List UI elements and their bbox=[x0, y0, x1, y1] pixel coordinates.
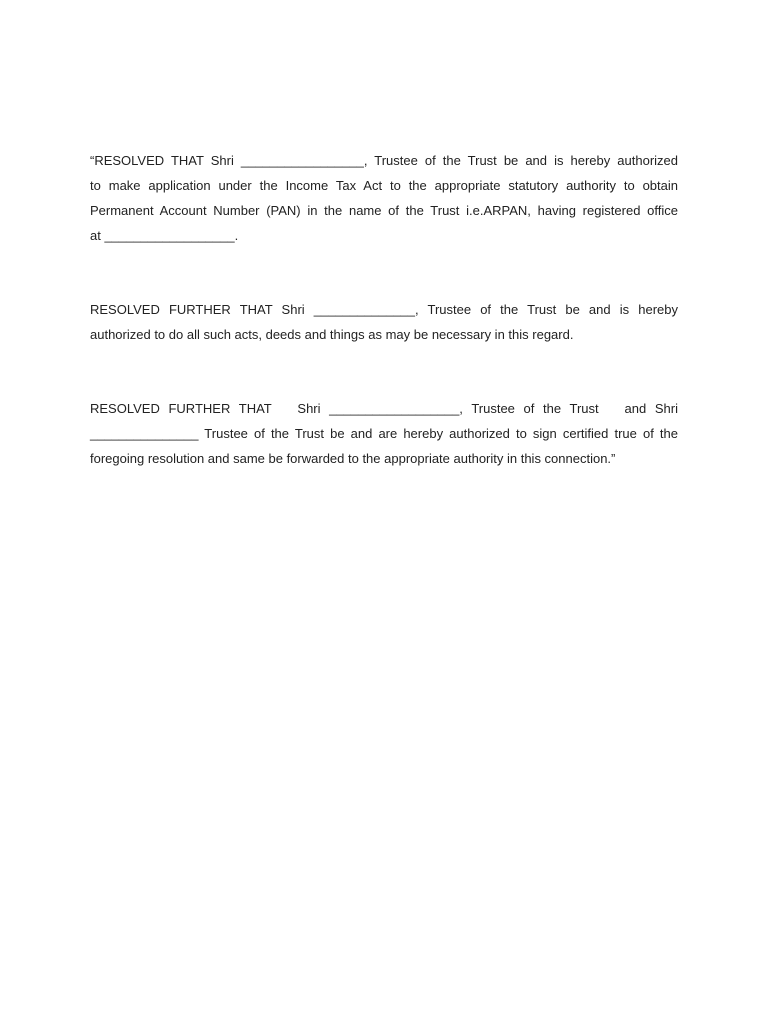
paragraph-line: authorized to do all such acts, deeds and things as may be necessary in this regard. bbox=[90, 327, 574, 342]
paragraph-line: RESOLVED FURTHER THAT Shri __________________, Trustee of the Trust and Shri bbox=[90, 401, 678, 416]
paragraph-line: RESOLVED FURTHER THAT Shri ______________, Trustee of the Trust be and is hereby bbox=[90, 302, 678, 317]
paragraph-line: at __________________. bbox=[90, 228, 239, 243]
paragraph-line: Permanent Account Number (PAN) in the name of the Trust i.e.ARPAN, having registered office bbox=[90, 203, 678, 218]
paragraph-line: _______________ Trustee of the Trust be and are hereby authorized to sign certified true of the bbox=[90, 426, 678, 441]
paragraph-line: foregoing resolution and same be forwarded to the appropriate authority in this connection.” bbox=[90, 451, 616, 466]
paragraph-line: “RESOLVED THAT Shri _________________, Trustee of the Trust be and is hereby authorized bbox=[90, 153, 678, 168]
paragraph-line: to make application under the Income Tax Act to the appropriate statutory authority to obtain bbox=[90, 178, 678, 193]
resolution-paragraph-3 bbox=[90, 396, 678, 471]
resolution-paragraph-2 bbox=[90, 297, 678, 347]
resolution-paragraph-1 bbox=[90, 148, 678, 248]
